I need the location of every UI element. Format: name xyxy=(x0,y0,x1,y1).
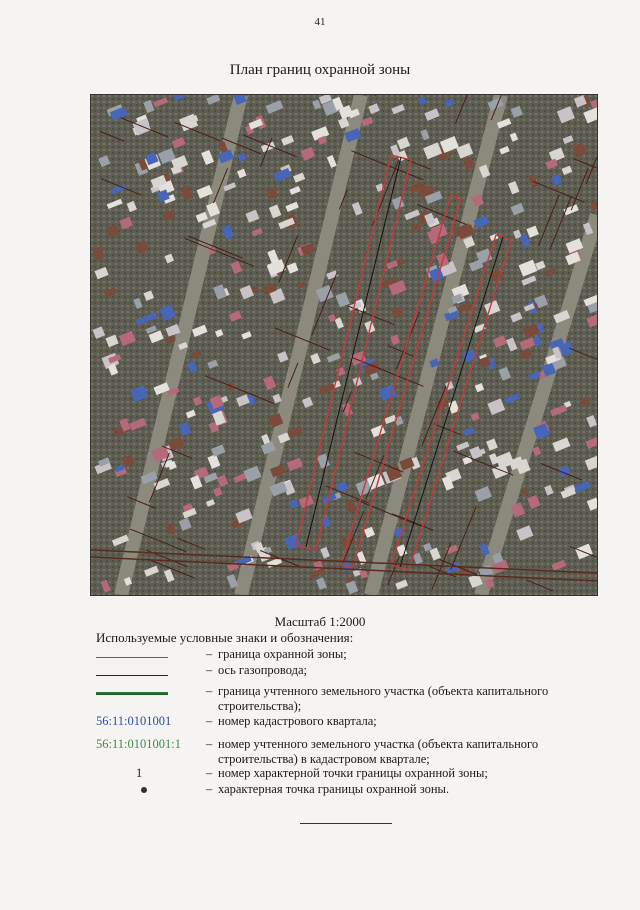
parcel-number-code: 56:11:0101001:1 xyxy=(96,737,181,751)
legend-dash: – xyxy=(206,737,213,751)
legend-text: номер характерной точки границы охранной зоны; xyxy=(218,766,488,780)
legend-dash: – xyxy=(206,684,213,698)
legend-dash: – xyxy=(206,663,213,677)
legend-dash: – xyxy=(206,647,213,661)
legend-text: граница учтенного земельного участка (объекта капитального строительства); xyxy=(218,684,549,713)
legend-dash: – xyxy=(206,714,213,728)
scale-label: Масштаб 1:2000 xyxy=(274,614,366,629)
satellite-map-image xyxy=(91,95,597,595)
legend-text: характерная точка границы охранной зоны. xyxy=(218,782,450,796)
legend-dash: – xyxy=(206,782,213,796)
legend-heading: Используемые условные знаки и обозначения: xyxy=(96,630,354,645)
cadastral-quarter-code: 56:11:0101001 xyxy=(96,714,172,728)
legend-text: граница охранной зоны; xyxy=(218,647,347,661)
point-number-symbol: 1 xyxy=(136,766,143,780)
legend-text: номер кадастрового квартала; xyxy=(218,714,377,728)
point-dot-icon xyxy=(141,787,147,793)
page-number: 41 xyxy=(314,16,326,28)
legend-text: номер учтенного земельного участка (объекта капитального строительства) в кадастровом квартале; xyxy=(218,737,539,766)
page-title: План границ охранной зоны xyxy=(229,62,411,78)
satellite-map-frame[interactable] xyxy=(90,94,598,596)
footer-rule xyxy=(300,823,392,824)
legend-text: ось газопровода; xyxy=(218,663,308,677)
legend-dash: – xyxy=(206,766,213,780)
